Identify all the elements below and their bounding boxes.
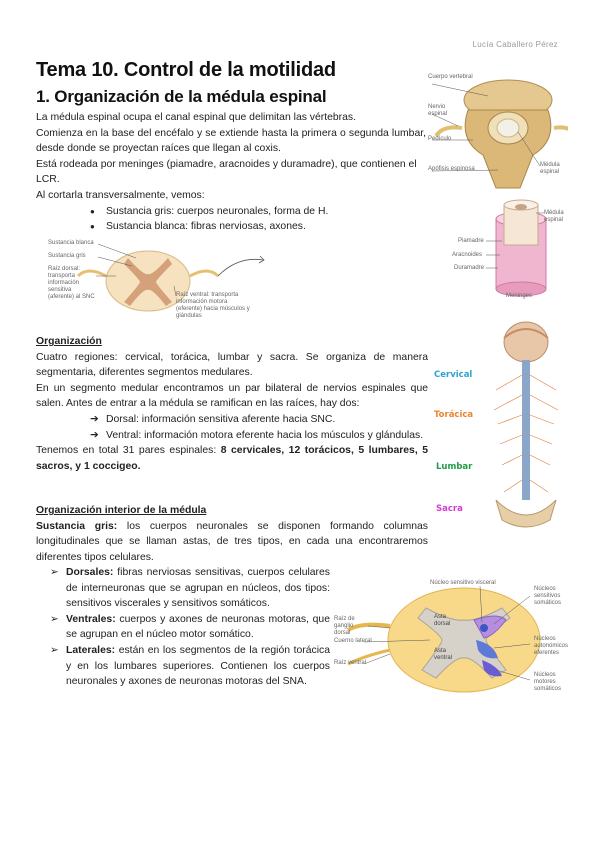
bold-text: Sustancia gris: [36, 520, 118, 532]
figure-label: Raíz de ganglio dorsal [334, 616, 355, 636]
list-item-text: Sustancia blanca: fibras nerviosas, axones. [106, 221, 306, 233]
arrow-marker: ➔ [90, 429, 99, 441]
astas-list [50, 565, 330, 690]
list-item [50, 612, 330, 643]
paragraph [36, 519, 428, 566]
paragraph: La médula espinal ocupa el canal espinal que delimitan las vértebras. [36, 112, 356, 123]
list-item-text: Dorsal: información sensitiva aferente hacia SNC. [106, 413, 336, 425]
list-item [90, 204, 426, 220]
page-title: Tema 10. Control de la motilidad [36, 59, 336, 81]
arrow-marker: ➢ [50, 567, 59, 578]
section-heading: Organización [36, 336, 102, 347]
paragraph: En un segmento medular encontramos un par bilateral de nervios espinales que salen. Antes de entrar a la médula se ramifican en las raíces, hay dos: [36, 382, 428, 410]
figure-label: Núcleo sensitivo visceral [430, 580, 496, 586]
figure-label: Aracnoides [452, 252, 483, 258]
author-name: Lucía Caballero Pérez [472, 40, 558, 49]
list-item [50, 565, 330, 612]
figure-label: Núcleos sensitivos somáticos [534, 586, 562, 606]
figure-label: Apófisis espinosa [428, 166, 475, 172]
figure-label: Núcleos autonómicos eferentes [534, 636, 569, 656]
bold-text: Laterales: [66, 644, 116, 656]
bullet-list [90, 412, 428, 443]
list-item [50, 643, 330, 690]
figure-label: Médula espinal [540, 162, 560, 175]
bold-text: 8 cervicales, 12 torácicos, 5 lumbares, 5 sacros, y 1 coccigeo. [36, 445, 428, 472]
list-item-text: están en los segmentos de la región torácica y en los lumbares superiores. Contienen los cuerpos neuronales y axones de neuronas motoras del SNA. [66, 644, 330, 688]
figure-label: Sustancia blanca [48, 240, 94, 246]
figure-label: Raíz dorsal: transporta información sensitiva (aferente) al SNC [48, 266, 95, 300]
bullet-marker: ● [90, 222, 95, 232]
section1-text [36, 110, 426, 235]
figure-label: Raíz ventral [334, 660, 367, 666]
region-label-toracica: Torácica [434, 410, 474, 420]
figure-label: Asta ventral [434, 648, 453, 661]
figure-label: Cuerno lateral [334, 638, 372, 644]
bold-text: Dorsales: [66, 567, 114, 578]
region-label-lumbar: Lumbar [436, 462, 473, 472]
figure-label: Raíz ventral: transporta información motora (eferente) hacia músculos y glándulas [176, 292, 250, 319]
list-item-text: fibras nerviosas sensitivas, cuerpos celulares de interneuronas que se agrupan en núcleos, dos tipos: sensitivos viscerales y sensitivos somáticos. [66, 567, 330, 610]
text-run: Tenemos en total 31 pares espinales: [36, 445, 221, 457]
figure-label: Nervio espinal [428, 104, 448, 117]
meninges-figure [446, 199, 576, 303]
arrow-marker: ➔ [90, 413, 99, 425]
paragraph: Está rodeada por meninges (piamadre, aracnoides y duramadre), que contienen el LCR. [36, 158, 417, 186]
figure-label: Núcleos motores somáticos [534, 672, 562, 692]
list-item-text: Ventral: información motora eferente hacia los músculos y glándulas. [106, 429, 424, 441]
list-item [90, 428, 428, 444]
arrow-marker: ➢ [50, 644, 59, 656]
section-heading: 1. Organización de la médula espinal [36, 87, 327, 106]
paragraph: Cuatro regiones: cervical, torácica, lumbar y sacra. Se organiza de manera segmentaria, diferentes segmentos medulares. [36, 351, 428, 379]
list-item-text: Sustancia gris: cuerpos neuronales, forma de H. [106, 205, 329, 217]
horns-figure [334, 578, 580, 700]
paragraph [36, 443, 428, 474]
region-label-cervical: Cervical [434, 370, 473, 380]
list-item [90, 219, 426, 235]
bullet-marker: ● [90, 206, 95, 216]
interior-section [36, 503, 428, 565]
region-label-sacra: Sacra [436, 504, 463, 514]
text-run: los cuerpos neuronales se disponen formando columnas longitudinales que se llaman astas, de tres tipos, en cada una encontraremos diferentes tipos celulares. [36, 520, 428, 563]
figure-label: Médula espinal [544, 210, 564, 223]
figure-label: Pedículo [428, 136, 452, 142]
bold-text: Ventrales: [66, 613, 116, 625]
list-item-text: cuerpos y axones de neuronas motoras, que se agrupan en el núcleo motor somático. [66, 613, 330, 641]
cross-section-figure [48, 236, 278, 326]
figure-label: Meninges [506, 293, 533, 299]
paragraph: Comienza en la base del encéfalo y se extiende hasta la primera o segunda lumbar, desde donde se proyectan raíces que llegan al coxis. [36, 127, 426, 155]
paragraph: Al cortarla transversalmente, vemos: [36, 189, 205, 201]
list-item [90, 412, 428, 428]
figure-label: Duramadre [454, 265, 485, 271]
arrow-marker: ➢ [50, 613, 59, 625]
spine-regions-illustration [434, 320, 574, 530]
vertebra-figure [428, 70, 568, 192]
figure-label: Cuerpo vertebral [428, 74, 473, 80]
regions-figure [434, 320, 574, 530]
figure-label: Sustancia gris [48, 253, 86, 259]
figure-label: Asta dorsal [434, 614, 451, 627]
figure-label: Piamadre [458, 238, 484, 244]
organizacion-section [36, 334, 428, 474]
section-heading: Organización interior de la médula [36, 505, 207, 516]
bullet-list [90, 204, 426, 235]
